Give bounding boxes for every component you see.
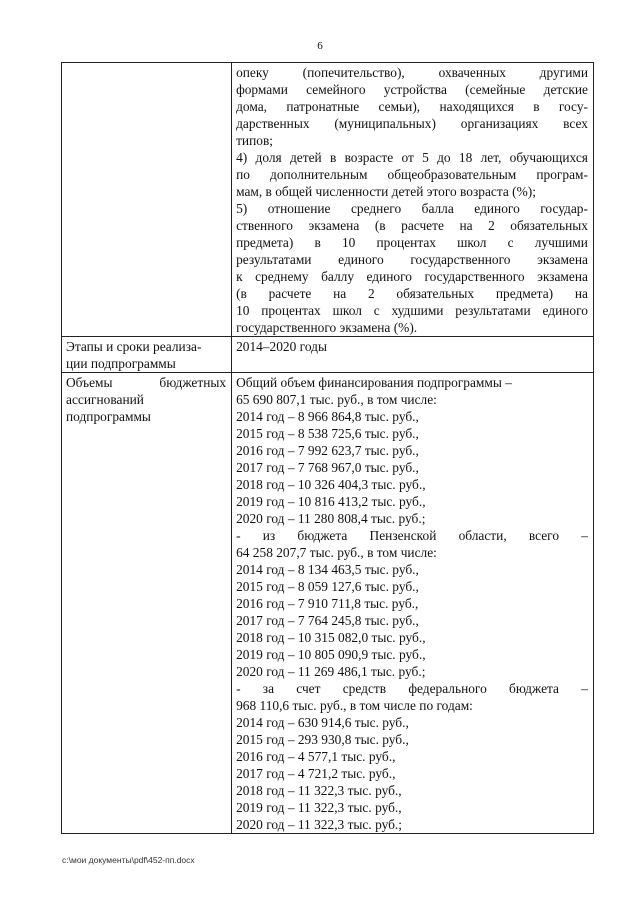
text-word: федерального: [408, 681, 487, 696]
text-word: бюджета: [509, 681, 559, 696]
text-word: -: [236, 528, 241, 543]
text-word: -: [236, 681, 241, 696]
funding-label-line: подпрограммы: [66, 409, 151, 424]
text-line: [236, 166, 588, 183]
text-line: 2020 год – 11 280 808,4 тыс. руб.;: [236, 511, 426, 526]
text-word: единого: [474, 201, 520, 216]
text-word: 4): [236, 150, 248, 165]
text-word: государственного: [410, 252, 511, 267]
text-line: Общий объем финансирования подпрограммы –: [236, 375, 512, 390]
funding-label-line: ассигнований: [66, 392, 144, 407]
text-line: мам, в общей численности детей этого возраста (%);: [236, 184, 536, 199]
text-word: балла: [421, 201, 454, 216]
text-word: –: [581, 681, 588, 696]
text-word: 5: [422, 150, 429, 165]
text-word: на: [333, 286, 347, 301]
text-word: (в: [374, 218, 386, 233]
text-word: 18: [458, 150, 473, 165]
text-line: [236, 302, 588, 319]
text-word: школ: [332, 303, 362, 318]
text-word: среднему: [255, 269, 309, 284]
text-word: государ-: [540, 201, 588, 216]
text-line: 2015 год – 8 538 725,6 тыс. руб.,: [236, 426, 419, 441]
funding-label-word: бюджетных: [159, 375, 227, 390]
text-word: средств: [342, 681, 387, 696]
stages-label-line: Этапы и сроки реализа-: [66, 339, 202, 354]
text-word: предмета): [236, 235, 294, 250]
stages-value: 2014–2020 годы: [236, 339, 327, 354]
text-line: 64 258 207,7 тыс. руб., в том числе:: [236, 545, 437, 560]
text-word: предмета): [495, 286, 554, 301]
row3-right-cell: [232, 373, 594, 834]
text-word: в: [533, 99, 540, 114]
text-word: доля: [255, 150, 282, 165]
text-word: результатами: [455, 303, 531, 318]
table-row: [62, 373, 594, 834]
text-line: 2016 год – 4 577,1 тыс. руб.,: [236, 749, 396, 764]
text-line: [236, 98, 588, 115]
text-word: расчете: [268, 286, 312, 301]
text-word: 2: [367, 286, 375, 301]
text-word: за: [262, 681, 275, 696]
text-line: 2017 год – 7 768 967,0 тыс. руб.,: [236, 460, 419, 475]
text-word: госу-: [558, 99, 588, 114]
text-line: [236, 527, 588, 544]
text-line: [236, 115, 588, 132]
text-word: –: [581, 528, 588, 543]
text-line: [236, 81, 588, 98]
text-word: 2: [488, 218, 495, 233]
text-word: из: [262, 528, 276, 543]
text-line: 2016 год – 7 910 711,8 тыс. руб.,: [236, 596, 419, 611]
text-word: (семейные: [465, 82, 526, 97]
text-word: худшими: [391, 303, 444, 318]
text-word: лучшими: [534, 235, 588, 250]
text-line: 2018 год – 10 315 082,0 тыс. руб.,: [236, 630, 426, 645]
text-word: обязательных: [396, 286, 475, 301]
indicators-text: [236, 64, 588, 336]
text-word: от: [401, 150, 414, 165]
text-word: охваченных: [438, 65, 506, 80]
row2-left-cell: [62, 337, 232, 373]
text-line: 2019 год – 10 805 090,9 тыс. руб.,: [236, 647, 426, 662]
text-word: 10: [341, 235, 356, 250]
text-word: устройства: [383, 82, 447, 97]
text-line: 2015 год – 293 930,8 тыс. руб.,: [236, 732, 409, 747]
text-word: единого: [542, 303, 588, 318]
text-word: (попечительство),: [302, 65, 405, 80]
text-word: области,: [458, 528, 507, 543]
text-word: 5): [236, 201, 248, 216]
text-word: ственного: [236, 218, 293, 233]
text-word: детские: [543, 82, 588, 97]
text-word: на: [459, 218, 473, 233]
text-word: всех: [563, 116, 588, 131]
text-word: обязательных: [510, 218, 588, 233]
text-word: формами: [236, 82, 288, 97]
text-word: в: [314, 235, 321, 250]
text-word: результатами: [236, 252, 312, 267]
text-line: [236, 285, 588, 302]
row1-right-cell: [232, 63, 594, 337]
text-line: 2018 год – 11 322,3 тыс. руб.,: [236, 783, 402, 798]
text-line: 2014 год – 630 914,6 тыс. руб.,: [236, 715, 409, 730]
text-line: [236, 149, 588, 166]
text-word: экзамена: [537, 269, 588, 284]
text-word: находящихся: [439, 99, 514, 114]
text-word: другими: [539, 65, 588, 80]
text-word: детей: [289, 150, 322, 165]
row1-left-cell: [62, 63, 232, 337]
text-line: 65 690 807,1 тыс. руб., в том числе:: [236, 392, 437, 407]
text-line: [236, 64, 588, 81]
text-word: среднего: [350, 201, 402, 216]
text-word: расчете: [401, 218, 444, 233]
text-word: единого: [366, 269, 412, 284]
text-line: 2015 год – 8 059 127,6 тыс. руб.,: [236, 579, 419, 594]
text-word: всего: [528, 528, 560, 543]
text-word: опеку: [236, 65, 269, 80]
text-word: бюджета: [297, 528, 348, 543]
text-line: 2017 год – 7 764 245,8 тыс. руб.,: [236, 613, 419, 628]
text-word: дополнительным: [270, 167, 368, 182]
table-row: [62, 337, 594, 373]
funding-text: [236, 374, 588, 833]
text-word: в: [329, 150, 337, 165]
text-line: 2017 год – 4 721,2 тыс. руб.,: [236, 766, 396, 781]
text-word: счет: [296, 681, 321, 696]
text-word: экзамена: [308, 218, 360, 233]
text-word: школ: [457, 235, 487, 250]
text-line: 968 110,6 тыс. руб., в том числе по годам:: [236, 698, 473, 713]
text-line: [236, 234, 588, 251]
text-word: единого: [338, 252, 384, 267]
text-word: до: [437, 150, 451, 165]
text-word: семьи),: [378, 99, 421, 114]
text-word: дарственных: [236, 116, 310, 131]
text-line: 2014 год – 8 966 864,8 тыс. руб.,: [236, 409, 419, 424]
text-word: обучающихся: [509, 150, 588, 165]
text-word: с: [507, 235, 514, 250]
text-line: [236, 217, 588, 234]
text-word: экзамена: [537, 252, 588, 267]
stages-label-line: ции подпрограммы: [66, 356, 176, 371]
text-line: 2014 год – 8 134 463,5 тыс. руб.,: [236, 562, 419, 577]
text-word: семейного: [306, 82, 366, 97]
text-word: общеобразовательным: [387, 167, 517, 182]
text-line: 2019 год – 10 816 413,2 тыс. руб.,: [236, 494, 426, 509]
text-word: организациях: [460, 116, 539, 131]
file-path-footer: c:\мои документы\pdf\452-пп.docx: [62, 855, 195, 865]
text-word: лет,: [480, 150, 502, 165]
text-word: отношение: [267, 201, 331, 216]
text-word: патронатные: [286, 99, 360, 114]
text-line: [236, 268, 588, 285]
text-word: Пензенской: [369, 528, 437, 543]
text-word: на: [574, 286, 588, 301]
text-line: [236, 680, 588, 697]
text-word: с: [373, 303, 380, 318]
text-line: [236, 251, 588, 268]
text-word: по: [236, 167, 250, 182]
text-word: програм-: [536, 167, 588, 182]
text-word: (в: [236, 286, 247, 301]
text-word: государственного: [424, 269, 525, 284]
funding-label-word: Объемы: [66, 375, 113, 390]
table-row: [62, 63, 594, 337]
text-line: государственного экзамена (%).: [236, 320, 418, 335]
passport-table: [61, 62, 594, 834]
text-word: возрасте: [344, 150, 394, 165]
row3-left-cell: [62, 373, 232, 834]
text-word: баллу: [321, 269, 355, 284]
text-word: дома,: [236, 99, 267, 114]
text-line: 2020 год – 11 269 486,1 тыс. руб.;: [236, 664, 426, 679]
text-line: типов;: [236, 133, 273, 148]
text-line: 2018 год – 10 326 404,3 тыс. руб.,: [236, 477, 426, 492]
text-line: 2016 год – 7 992 623,7 тыс. руб.,: [236, 443, 419, 458]
text-word: 10: [236, 303, 250, 318]
text-line: [236, 200, 588, 217]
funding-label-line: [66, 374, 226, 391]
text-word: к: [236, 269, 243, 284]
page-number: 6: [317, 40, 323, 52]
text-word: процентах: [261, 303, 321, 318]
text-word: процентах: [376, 235, 436, 250]
row2-right-cell: [232, 337, 594, 373]
text-word: (муниципальных): [334, 116, 436, 131]
text-line: 2020 год – 11 322,3 тыс. руб.;: [236, 817, 402, 832]
text-line: 2019 год – 11 322,3 тыс. руб.,: [236, 800, 402, 815]
